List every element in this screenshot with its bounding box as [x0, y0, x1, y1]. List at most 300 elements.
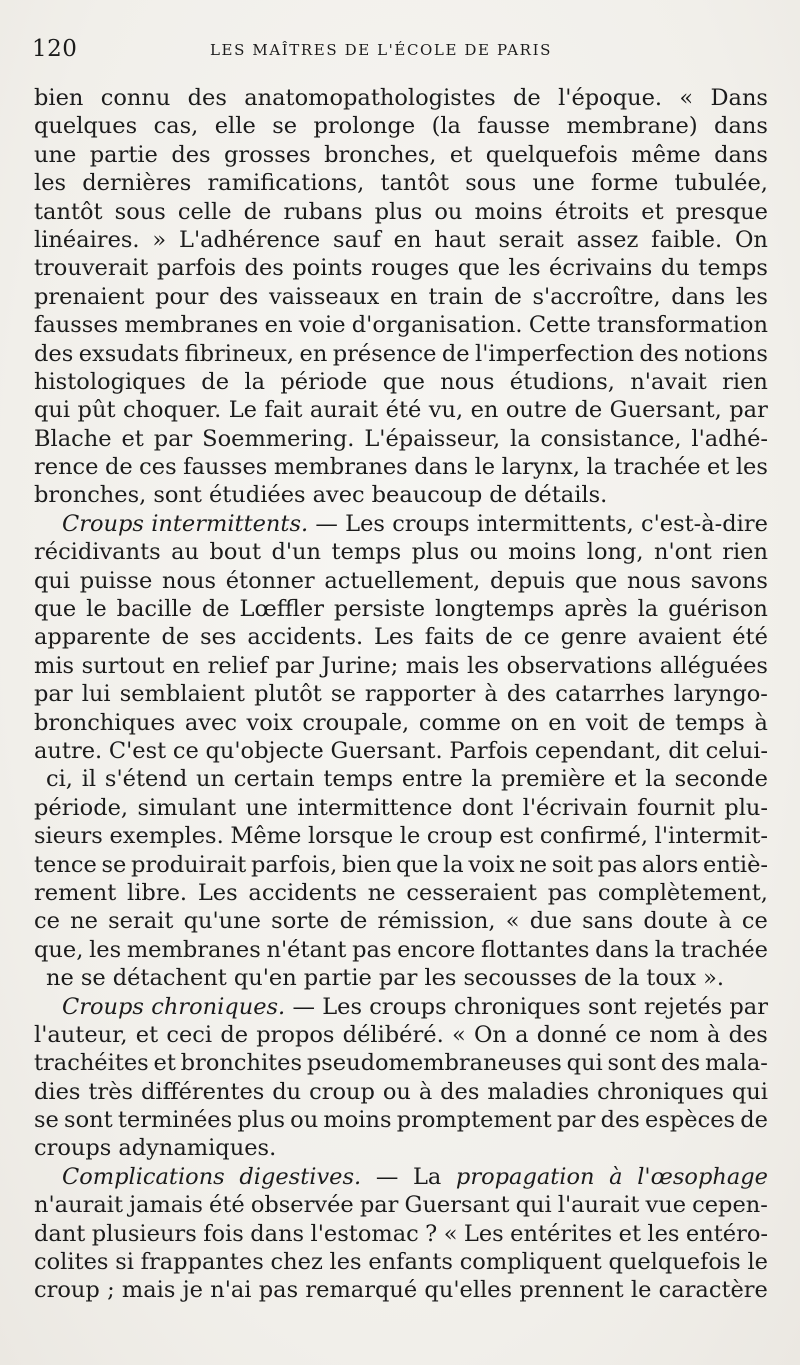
word: remarqué [305, 1277, 418, 1304]
text-line [34, 84, 768, 112]
word: colites [34, 1249, 109, 1276]
text-line [34, 993, 768, 1021]
word: rejetés [643, 993, 723, 1020]
word: temps [698, 255, 768, 282]
word: une [245, 794, 288, 821]
word: moins [508, 539, 577, 566]
word: dont [461, 794, 514, 821]
word: même [631, 141, 701, 168]
word: temps [323, 766, 394, 793]
word: dans [714, 141, 768, 168]
word: depuis [490, 567, 566, 594]
word: voie [298, 312, 346, 339]
word: chroniques [597, 1078, 724, 1105]
word: les [735, 454, 768, 481]
word: membranes [124, 312, 259, 339]
word: première [500, 766, 606, 793]
text-line [34, 1106, 768, 1134]
word: Même [230, 823, 302, 850]
word: vaisseaux [268, 283, 380, 310]
word: que [575, 567, 618, 594]
word: choquer. [122, 397, 222, 424]
text-line [34, 283, 768, 311]
word: catarrhes [555, 681, 665, 708]
word: ne [367, 879, 396, 906]
word: vue [645, 1192, 687, 1219]
word: de [583, 965, 612, 992]
word: qui [566, 1050, 603, 1077]
word: larynx, [501, 454, 580, 481]
word: de [513, 85, 541, 111]
word: cepen- [692, 1192, 768, 1219]
word: récidivants [34, 539, 161, 566]
text-line [34, 822, 768, 850]
word: long, [586, 539, 644, 566]
word: encore [397, 936, 476, 963]
word: pour [155, 283, 209, 310]
word: et [449, 141, 473, 168]
word: croups [392, 510, 470, 537]
word: dans [671, 283, 726, 310]
page-header [32, 36, 760, 66]
word: par [729, 993, 768, 1020]
word: Cette [528, 312, 591, 339]
italic-word: à [609, 1163, 623, 1190]
word: il [81, 766, 97, 793]
word: mala- [704, 1050, 768, 1077]
word: plus [374, 198, 423, 225]
word: du [660, 255, 690, 282]
word: surtout [81, 652, 165, 679]
word: avec [184, 709, 237, 736]
text-line [34, 1276, 768, 1304]
word: le [399, 823, 421, 850]
word: ceci [166, 1021, 213, 1048]
word: trachéites [34, 1050, 149, 1077]
text-line [34, 396, 768, 424]
word: des [660, 1050, 701, 1077]
word: C'est [108, 737, 167, 764]
word: ? [425, 1220, 438, 1247]
word: tantôt [34, 198, 103, 225]
word: quelquefois [608, 1249, 741, 1276]
word: croups [369, 993, 447, 1020]
word: l'écrivain [522, 794, 628, 821]
word: serait [498, 226, 564, 253]
word: trachée [681, 936, 768, 963]
word: maladies [487, 1078, 590, 1105]
word: grosses [224, 141, 311, 168]
word: produirait [131, 851, 247, 878]
word: pas [258, 1277, 299, 1304]
text-line [34, 1191, 768, 1219]
text-line [34, 737, 768, 765]
word: « [451, 1021, 466, 1048]
word: fausse [477, 113, 551, 140]
word: période, [34, 794, 129, 821]
word: ramifications, [207, 170, 365, 197]
word: qu'une [183, 908, 261, 935]
word: le [630, 1277, 652, 1304]
word: été [385, 397, 422, 424]
word: se [272, 113, 298, 140]
word: voit [585, 709, 629, 736]
text-line [34, 481, 768, 509]
italic-word: l'œsophage [637, 1163, 768, 1190]
word: à [418, 1078, 433, 1105]
text-line [34, 623, 768, 651]
word: croup [309, 1078, 375, 1105]
text-line [34, 198, 768, 226]
word: se [80, 965, 106, 992]
word: ce [741, 908, 768, 935]
word: dernières [82, 170, 192, 197]
word: de [339, 908, 368, 935]
word: période [280, 368, 368, 395]
word: Dans [710, 85, 768, 111]
word: les [329, 1249, 362, 1276]
word: la [586, 454, 608, 481]
word: soit [551, 851, 594, 878]
word: se [34, 1107, 59, 1134]
word: tubulée, [674, 170, 768, 197]
word: puisse [79, 567, 153, 594]
word: partie [303, 965, 372, 992]
word: terminées [117, 1107, 233, 1134]
word: et [135, 1021, 159, 1048]
word: la [618, 965, 640, 992]
word: voix [468, 851, 515, 878]
word: persiste [333, 596, 426, 623]
word: sont [153, 482, 202, 509]
word: L'adhérence [179, 226, 321, 253]
word: s'étend [104, 766, 188, 793]
word: jamais [129, 1192, 203, 1219]
word: qu'objecte [205, 737, 324, 764]
word: transformation [597, 312, 768, 339]
text-line [34, 1163, 768, 1191]
word: — [292, 993, 315, 1020]
word: sont [607, 1050, 657, 1077]
word: relief [207, 652, 268, 679]
word: beaucoup [371, 482, 483, 509]
word: On [473, 1021, 507, 1048]
word: ne [519, 851, 548, 878]
word: ». [703, 965, 724, 992]
word: en [548, 709, 577, 736]
word: de [161, 624, 190, 651]
word: toux [646, 965, 697, 992]
word: celui- [705, 737, 768, 764]
italic-word: intermittents. [151, 510, 309, 537]
word: à [484, 681, 498, 708]
word: nom [649, 1021, 699, 1048]
word: été [209, 1192, 245, 1219]
word: quelquefois [485, 141, 618, 168]
word: l'époque. [558, 85, 663, 111]
word: et [641, 198, 664, 225]
word: dit [668, 737, 699, 764]
word: moins [474, 198, 543, 225]
word: la [645, 766, 666, 793]
word: accidents [248, 879, 358, 906]
word: libre. [127, 879, 188, 906]
word: ces [139, 454, 177, 481]
text-line [34, 595, 768, 623]
word: sous [465, 170, 517, 197]
word: semblaient [119, 681, 245, 708]
word: bronchites [180, 1050, 303, 1077]
word: enfants [368, 1249, 453, 1276]
word: sieurs [34, 823, 103, 850]
word: consistance, [540, 425, 682, 452]
word: observations [506, 652, 653, 679]
word: n'ai [210, 1277, 252, 1304]
italic-word: digestives. [239, 1163, 362, 1190]
word: chroniques [453, 993, 581, 1020]
text-line [34, 1134, 768, 1162]
word: Les [322, 993, 363, 1020]
word: membranes [273, 454, 408, 481]
word: des [187, 85, 227, 111]
word: — [375, 1163, 399, 1190]
word: Jurine; [321, 652, 399, 679]
word: doute [643, 908, 709, 935]
text-line [34, 964, 768, 992]
word: plus [237, 1107, 285, 1134]
word: caractère [658, 1277, 768, 1304]
word: rouges [371, 255, 450, 282]
word: Les [374, 624, 414, 651]
word: ne [46, 965, 74, 992]
word: rien [722, 539, 768, 566]
text-line [34, 226, 768, 254]
text-line [34, 1078, 768, 1106]
word: espèces [645, 1107, 736, 1134]
italic-word: Croups [62, 993, 144, 1020]
word: en [389, 283, 418, 310]
word: la [244, 368, 266, 395]
word: en [470, 397, 499, 424]
word: des [34, 340, 74, 367]
text-line [34, 794, 768, 822]
word: ce [34, 908, 60, 935]
word: accidents. [247, 624, 364, 651]
word: trachée [613, 454, 701, 481]
text-line [34, 141, 768, 169]
word: le [86, 596, 107, 623]
word: — [315, 510, 338, 537]
word: lorsque [307, 823, 394, 850]
italic-word: Croups [62, 510, 144, 537]
word: et [707, 454, 730, 481]
word: différentes [140, 1078, 265, 1105]
word: bien [34, 85, 84, 111]
word: Les [197, 879, 238, 906]
word: ou [434, 198, 463, 225]
word: ce [523, 624, 550, 651]
word: détachent [112, 965, 227, 992]
word: qu'en [233, 965, 297, 992]
text-line [34, 112, 768, 140]
word: des [728, 1021, 768, 1048]
word: pût [77, 397, 116, 424]
word: temps [675, 709, 745, 736]
word: prolonge [313, 113, 416, 140]
word: parfois, [250, 851, 338, 878]
word: lui [81, 681, 111, 708]
text-line [34, 936, 768, 964]
word: l'aurait [557, 1192, 640, 1219]
word: comme [418, 709, 501, 736]
word: rien [722, 368, 768, 395]
word: à [718, 908, 732, 935]
word: presque [675, 198, 768, 225]
word: propos [256, 1021, 335, 1048]
word: par [359, 1192, 399, 1219]
word: le [474, 454, 496, 481]
word: les [424, 965, 457, 992]
word: détails. [524, 482, 608, 509]
text-line [34, 311, 768, 339]
word: des [639, 340, 679, 367]
word: se [101, 851, 127, 878]
word: nous [161, 567, 217, 594]
word: rapporter [364, 681, 476, 708]
word: mis [34, 652, 75, 679]
word: les [34, 170, 67, 197]
word: train [428, 283, 484, 310]
word: qui [515, 1192, 552, 1219]
word: « [679, 85, 694, 111]
word: croup [426, 823, 493, 850]
text-line [34, 709, 768, 737]
word: été [732, 624, 768, 651]
word: histologiques [34, 368, 186, 395]
word: ne [70, 908, 98, 935]
word: en [299, 340, 328, 367]
word: la [443, 851, 464, 878]
word: intermittence [297, 794, 453, 821]
word: connu [100, 85, 171, 111]
word: l'estomac [310, 1220, 419, 1247]
word: entre [401, 766, 463, 793]
word: laryngo- [673, 681, 768, 708]
word: sous [114, 198, 166, 225]
word: faits [424, 624, 475, 651]
word: frappantes [140, 1249, 264, 1276]
word: n'avait [630, 368, 707, 395]
word: savons [690, 567, 768, 594]
word: les [467, 652, 500, 679]
word: pas [352, 936, 392, 963]
word: des [440, 1078, 480, 1105]
word: sorte [271, 908, 330, 935]
word: le [747, 1249, 768, 1276]
word: prenaient [34, 283, 145, 310]
word: (la [431, 113, 461, 140]
word: de [243, 198, 272, 225]
word: membranes [126, 936, 261, 963]
word: elle [214, 113, 256, 140]
text-line [34, 765, 768, 793]
word: de [740, 1107, 768, 1134]
word: Lœffler [239, 596, 324, 623]
text-line [34, 340, 768, 368]
word: la [471, 766, 493, 793]
word: l'imperfection [475, 340, 634, 367]
word: ou [290, 1107, 319, 1134]
word: des [219, 283, 259, 310]
word: du [272, 1078, 302, 1105]
word: dans [595, 936, 649, 963]
word: si [115, 1249, 134, 1276]
word: ce [172, 737, 199, 764]
word: Guersant, [609, 397, 722, 424]
word: qui [731, 1078, 768, 1105]
word: dant [34, 1220, 86, 1247]
word: forme [591, 170, 659, 197]
word: trouverait [34, 255, 149, 282]
word: tence [34, 851, 97, 878]
text-line [34, 1248, 768, 1276]
word: croups [34, 1135, 112, 1162]
word: des [600, 1107, 640, 1134]
word: écrivains [549, 255, 653, 282]
text-line [34, 851, 768, 879]
word: Parfois [449, 737, 529, 764]
word: » [152, 226, 167, 253]
word: flottantes [480, 936, 590, 963]
word: serait [108, 908, 174, 935]
word: fibrineux, [184, 340, 295, 367]
word: de [201, 596, 230, 623]
word: bronches, [34, 482, 147, 509]
word: sauf [333, 226, 381, 253]
text-line [34, 425, 768, 453]
word: chez [270, 1249, 323, 1276]
word: notions [684, 340, 768, 367]
word: Soemmering. [202, 425, 355, 452]
word: fournit [637, 794, 715, 821]
word: parfois [156, 255, 237, 282]
word: plu- [724, 794, 768, 821]
word: une [532, 170, 575, 197]
word: Les [345, 510, 385, 537]
word: de [201, 368, 230, 395]
word: que, [34, 936, 84, 963]
word: en [172, 652, 200, 679]
word: la [654, 936, 676, 963]
word: s'accroître, [532, 283, 661, 310]
word: compliquent [459, 1249, 602, 1276]
word: qui [34, 397, 71, 424]
word: des [506, 681, 547, 708]
word: après [564, 596, 628, 623]
word: sans [582, 908, 634, 935]
word: cependant, [534, 737, 662, 764]
word: ou [469, 539, 498, 566]
word: autre. [34, 737, 103, 764]
word: Guersant. [330, 737, 443, 764]
text-line [34, 907, 768, 935]
word: de [494, 283, 522, 310]
word: Les [463, 1220, 504, 1247]
word: fait [264, 397, 303, 424]
word: c'est-à-dire [640, 510, 768, 537]
word: bien [342, 851, 392, 878]
word: faible. [651, 226, 723, 253]
